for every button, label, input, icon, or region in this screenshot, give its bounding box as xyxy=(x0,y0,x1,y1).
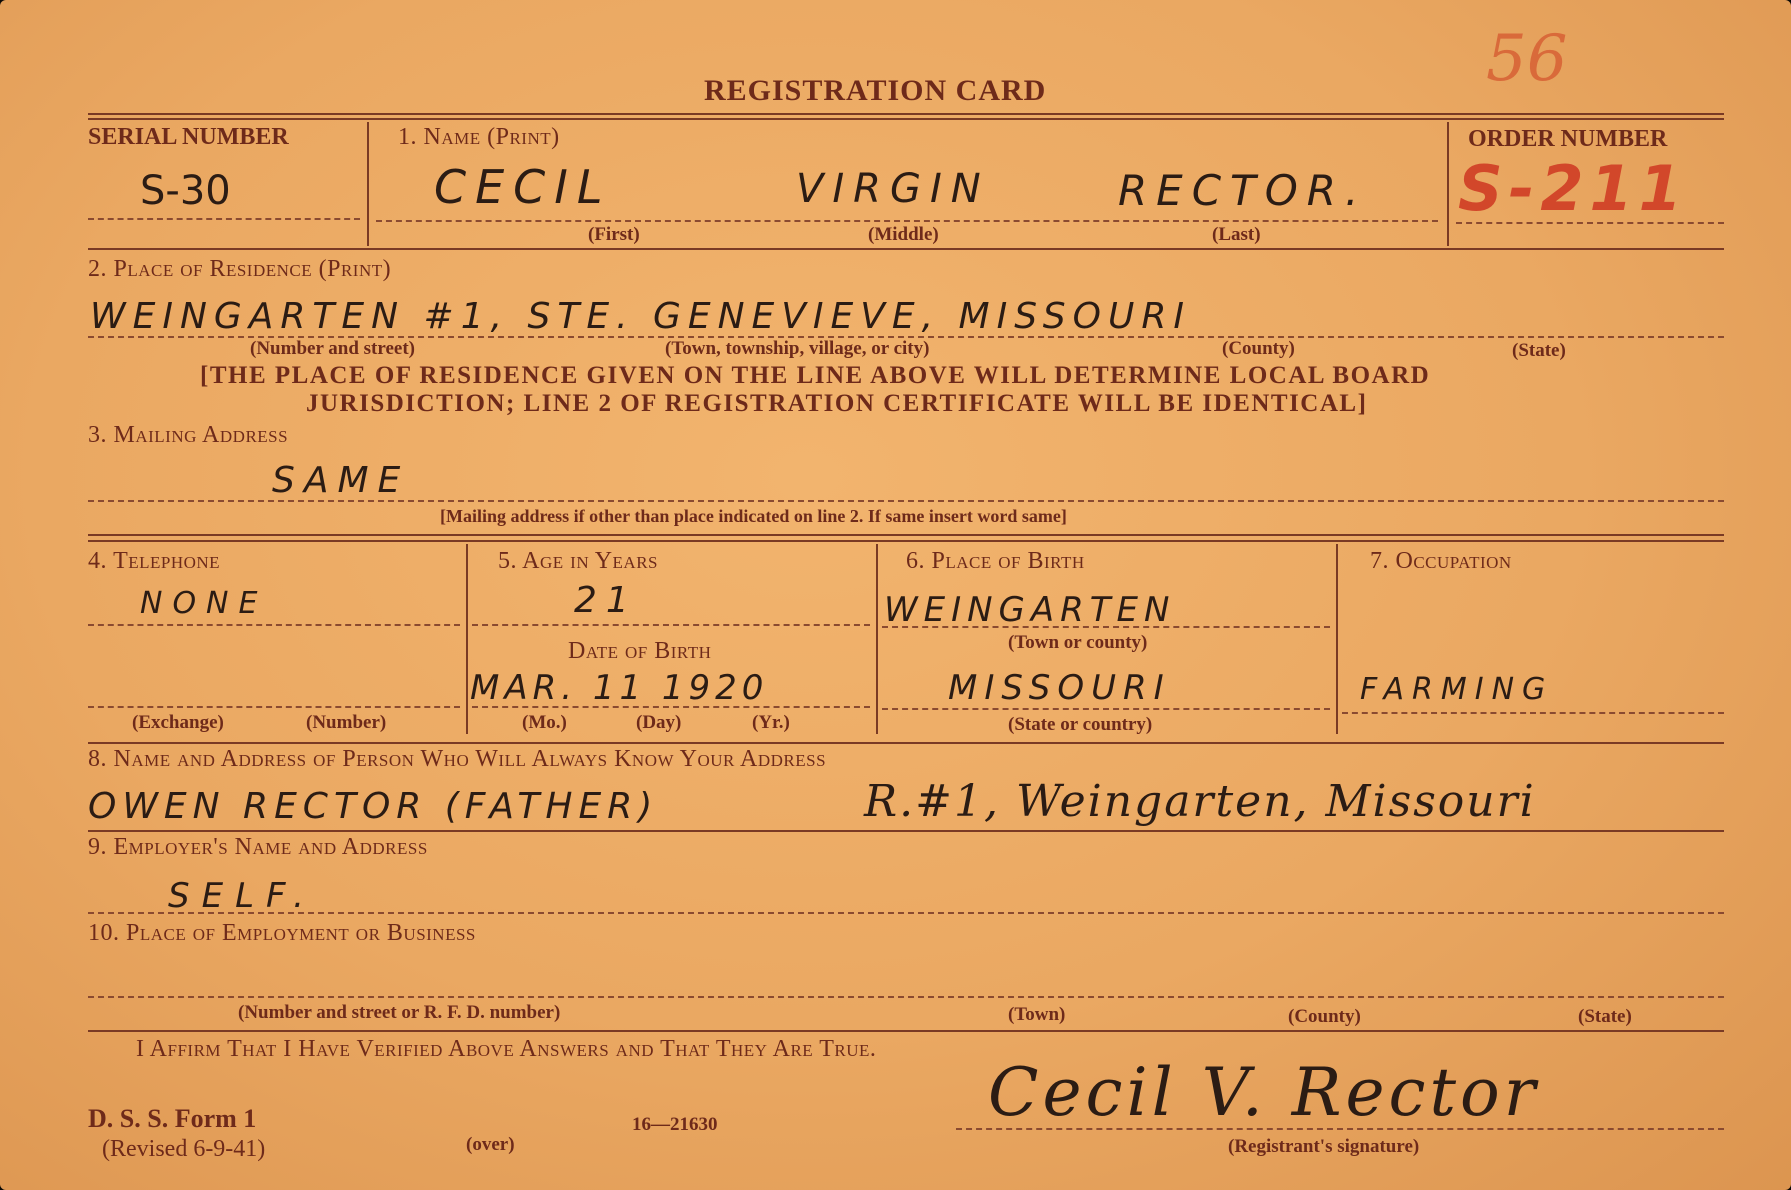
mailing-dash xyxy=(88,500,1724,502)
age-label: 5. Age in Years xyxy=(498,548,659,574)
contact-label: 8. Name and Address of Person Who Will Always Know Your Address xyxy=(88,746,827,772)
serial-number-value: S-30 xyxy=(140,168,231,214)
telephone-dash-1 xyxy=(88,624,460,626)
residence-street-caption: (Number and street) xyxy=(250,338,415,359)
birthplace-town: WEINGARTEN xyxy=(884,590,1176,630)
contact-printed: OWEN RECTOR (FATHER) xyxy=(88,786,659,827)
age-dash xyxy=(472,624,870,626)
serial-dash xyxy=(88,218,360,220)
mailing-caption: [Mailing address if other than place indicated on line 2. If same insert word same] xyxy=(440,506,1067,526)
rule-after-mailing xyxy=(88,534,1724,536)
print-code: 16—21630 xyxy=(632,1114,718,1135)
residence-value: WEINGARTEN #1, STE. GENEVIEVE, MISSOURI xyxy=(90,296,1191,337)
serial-divider xyxy=(367,122,369,246)
employment-state-caption: (State) xyxy=(1578,1006,1632,1027)
rule-after-name xyxy=(88,248,1724,250)
residence-county-caption: (County) xyxy=(1222,338,1295,359)
signature-dash xyxy=(956,1128,1724,1130)
telephone-number-caption: (Number) xyxy=(306,712,387,733)
rule-after-mailing-2 xyxy=(88,540,1724,542)
occupation-dash xyxy=(1342,712,1724,714)
col-divider-2 xyxy=(876,544,878,734)
telephone-exchange-caption: (Exchange) xyxy=(132,712,224,733)
birthplace-state-caption: (State or country) xyxy=(1008,714,1153,735)
employment-county-caption: (County) xyxy=(1288,1006,1361,1027)
name-first-caption: (First) xyxy=(588,224,640,245)
employment-town-caption: (Town) xyxy=(1008,1004,1066,1025)
over-note: (over) xyxy=(466,1134,515,1155)
rule-before-affirm xyxy=(88,1030,1724,1032)
mailing-label: 3. Mailing Address xyxy=(88,422,289,448)
dob-value: MAR. 11 1920 xyxy=(470,668,769,708)
top-rule-2 xyxy=(88,118,1724,120)
employment-label: 10. Place of Employment or Business xyxy=(88,920,476,946)
birthplace-state-dash xyxy=(882,708,1330,710)
corner-number: 56 xyxy=(1486,22,1568,96)
telephone-value: NONE xyxy=(140,586,268,621)
birthplace-state: MISSOURI xyxy=(948,668,1171,708)
employer-label: 9. Employer's Name and Address xyxy=(88,834,428,860)
residence-label: 2. Place of Residence (Print) xyxy=(88,256,392,282)
name-label: 1. Name (Print) xyxy=(398,124,560,150)
top-rule xyxy=(88,113,1724,115)
col-divider-1 xyxy=(466,544,468,734)
dob-yr-caption: (Yr.) xyxy=(752,712,790,733)
residence-town-caption: (Town, township, village, or city) xyxy=(665,338,930,359)
dob-day-caption: (Day) xyxy=(636,712,682,733)
order-dash xyxy=(1456,222,1724,224)
employment-dash xyxy=(88,996,1724,998)
birthplace-town-dash xyxy=(882,626,1330,628)
serial-number-label: SERIAL NUMBER xyxy=(88,124,289,150)
form-number: D. S. S. Form 1 xyxy=(88,1104,257,1133)
residence-notice-line2: JURISDICTION; LINE 2 OF REGISTRATION CERTIFICATE WILL BE IDENTICAL] xyxy=(306,390,1368,417)
contact-rule xyxy=(88,830,1724,832)
age-value: 21 xyxy=(574,580,638,621)
dob-label: Date of Birth xyxy=(568,638,712,664)
order-divider xyxy=(1447,122,1449,246)
signature-caption: (Registrant's signature) xyxy=(1228,1136,1420,1157)
order-number-label: ORDER NUMBER xyxy=(1468,126,1668,152)
form-revised: (Revised 6-9-41) xyxy=(102,1136,266,1162)
birthplace-town-caption: (Town or county) xyxy=(1008,632,1148,653)
birthplace-label: 6. Place of Birth xyxy=(906,548,1085,574)
telephone-label: 4. Telephone xyxy=(88,548,221,574)
rule-after-row4 xyxy=(88,742,1724,744)
name-last: RECTOR. xyxy=(1118,166,1368,215)
affirm-text: I Affirm That I Have Verified Above Answers and That They Are True. xyxy=(136,1036,877,1062)
residence-notice-line1: [THE PLACE OF RESIDENCE GIVEN ON THE LINE ABOVE WILL DETERMINE LOCAL BOARD xyxy=(200,362,1431,389)
dob-dash xyxy=(472,706,870,708)
registrant-signature: Cecil V. Rector xyxy=(988,1054,1540,1131)
occupation-value: FARMING xyxy=(1360,672,1554,707)
order-number-value: S-211 xyxy=(1458,152,1688,225)
dob-mo-caption: (Mo.) xyxy=(522,712,567,733)
contact-script: R.#1, Weingarten, Missouri xyxy=(864,776,1536,827)
name-first: CECIL xyxy=(434,160,612,214)
employer-dash xyxy=(88,912,1724,914)
telephone-dash-2 xyxy=(88,706,460,708)
name-middle-caption: (Middle) xyxy=(868,224,939,245)
col-divider-3 xyxy=(1336,544,1338,734)
residence-state-caption: (State) xyxy=(1512,340,1566,361)
employment-street-caption: (Number and street or R. F. D. number) xyxy=(238,1002,561,1023)
mailing-value: SAME xyxy=(272,460,410,501)
name-middle: VIRGIN xyxy=(796,166,990,212)
occupation-label: 7. Occupation xyxy=(1370,548,1512,574)
card-title: REGISTRATION CARD xyxy=(704,74,1047,107)
name-dash xyxy=(376,220,1438,222)
name-last-caption: (Last) xyxy=(1212,224,1261,245)
employer-value: SELF. xyxy=(168,876,316,916)
